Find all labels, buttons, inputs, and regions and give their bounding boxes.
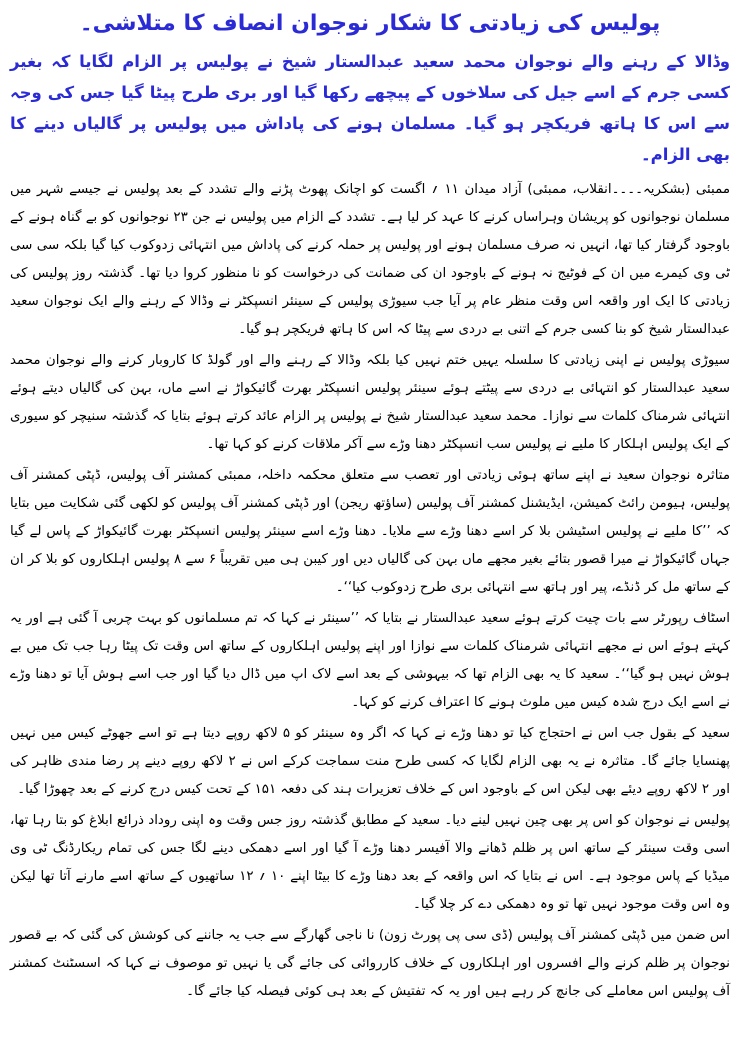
paragraph: اسٹاف رپورٹر سے بات چیت کرتے ہوئے سعید عبدالستار نے بتایا کہ ’’سینئر نے کہا کہ تم مسلمانوں کو بہت چربی آ گئی ہے اور یہ کہتے ہوئے اس نے مجھے انتہائی شرمناک کلمات سے نوازا اور اپنے پولیس اہلکاروں کے ساتھ اس وقت تک پیٹا رہا جب تک میں بے ہوش نہیں ہو گیا‘‘۔ سعید کا یہ بھی الزام تھا کہ بیہوشی کے بعد اسے لاک اپ میں ڈال دیا گیا اور جب اسے ہوش آیا تو دھنا وڑے نے اسے ایک درج شدہ کیس میں ملوث ہونے کا اعتراف کرنے کو کہا۔: [10, 611, 730, 710]
paragraph: سیوڑی پولیس نے اپنی زیادتی کا سلسلہ یہیں ختم نہیں کیا بلکہ وڈالا کے رہنے والے اور گولڈ کا کاروبار کرنے والے نوجوان محمد سعید عبدالستار کو انتہائی بے دردی سے پیٹتے ہوئے سینئر پولیس انسپکٹر بھرت گائیکواڑ نے اسے ماں، بہن کی گالیاں دیتے ہوئے انتہائی شرمناک کلمات سے نوازا۔ محمد سعید عبدالستار شیخ نے پولیس پر الزام عائد کرتے ہوئے بتایا کہ گذشتہ سنیچر کو سیوری کے ایک پولیس اہلکار کا ملیے نے پولیس سب انسپکٹر دھنا وڑے سے آکر ملاقات کرنے کو کہا تھا۔: [10, 353, 730, 452]
paragraph: ممبئی (بشکریہ۔۔۔۔انقلاب، ممبئی) آزاد میدان ۱۱ ؍ اگست کو اچانک پھوٹ پڑنے والے تشدد کے بعد پولیس نے جیسے شہر میں مسلمان نوجوانوں کو پریشان وہراساں کرنے کا عہد کر لیا ہے۔ تشدد کے الزام میں پولیس نے جن ۲۳ نوجوانوں کو بے گناہ ہونے کے باوجود گرفتار کیا تھا، انہیں نہ صرف مسلمان ہونے اور پولیس پر حملہ کرنے کی پاداش میں انتہائی زدوکوب کیا گیا بلکہ سی سی ٹی وی کیمرے میں ان کے فوٹیج نہ ہونے کے باوجود ان کی ضمانت کی درخواست کو نا منظور کروا دیا تھا۔ گذشتہ روز پولیس کی زیادتی کا ایک اور واقعہ اس وقت منظر عام پر آیا جب سیوڑی پولیس کے سینئر انسپکٹر نے وڈالا کے رہنے والے ایک نوجوان سعید عبدالستار شیخ کو بنا کسی جرم کے اتنی بے دردی سے پیٹا کہ اس کا ہاتھ فریکچر ہو گیا۔: [10, 182, 731, 337]
paragraph: پولیس نے نوجوان کو اس پر بھی چین نہیں لینے دیا۔ سعید کے مطابق گذشتہ روز جس وقت وہ اپنی روداد ذرائع ابلاغ کو بتا رہا تھا، اسی وقت سینئر کے ساتھ اس پر ظلم ڈھانے والا آفیسر دھنا وڑے آ گیا اور اسے دھمکی دینے لگا جس کی تمام ریکارڈنگ ٹی وی میڈیا کے پاس موجود ہے۔ اس نے بتایا کہ اس واقعہ کے بعد دھنا وڑے کا بیٹا اپنے ۱۰ ؍ ۱۲ ساتھیوں کے ساتھ اسے مارنے آتا تھا لیکن وہ اس وقت موجود نہیں تھا تو وہ دھمکی دے کر چلا گیا۔: [10, 813, 731, 912]
paragraph: سعید کے بقول جب اس نے احتجاج کیا تو دھنا وڑے نے کہا کہ اگر وہ سینئر کو ۵ لاکھ روپے دیتا ہے تو اسے جھوٹے کیس میں نہیں پھنسایا جائے گا۔ متاثرہ نے یہ بھی الزام لگایا کہ کسی طرح منت سماجت کرکے اس نے ۲ لاکھ روپے دینے پر رضا مندی ظاہر کی اور ۲ لاکھ روپے دیئے بھی لیکن اس کے باوجود اس کے خلاف تعزیرات ہند کی دفعہ ۱۵۱ کے تحت کیس درج کرنے کے بعد چھوڑا گیا۔: [10, 726, 731, 797]
article-body: [10, 176, 730, 1006]
headline: پولیس کی زیادتی کا شکار نوجوان انصاف کا متلاشی۔: [79, 11, 661, 36]
paragraph: اس ضمن میں ڈپٹی کمشنر آف پولیس (ڈی سی پی پورٹ زون) نا ناجی گھارگے سے جب یہ جاننے کی کوشش کی گئی کہ بے قصور نوجوان پر ظلم کرنے والے افسروں اور اہلکاروں کے خلاف کارروائی کی جائے گی یا نہیں تو موصوف نے کہا کہ اسسٹنٹ کمشنر آف پولیس اس معاملے کی جانچ کر رہے ہیں اور یہ کہ تفتیش کے بعد ہی کوئی فیصلہ کیا جائے گا۔: [10, 928, 730, 999]
paragraph: متاثرہ نوجوان سعید نے اپنے ساتھ ہوئی زیادتی اور تعصب سے متعلق محکمہ داخلہ، ممبئی کمشنر آف پولیس، ڈپٹی کمشنر آف پولیس، ہیومن رائٹ کمیشن، ایڈیشنل کمشنر آف پولیس (ساؤتھ ریجن) اور ڈپٹی کمشنر آف پولیس کو لکھی گئی شکایت میں بتایا کہ ’’کا ملیے نے پولیس اسٹیشن بلا کر اسے دھنا وڑے سے ملایا۔ دھنا وڑے اسے سینئر پولیس انسپکٹر بھرت گائیکواڑ کے پاس لے گیا جہاں گائیکواڑ نے میرا قصور بتائے بغیر مجھے ماں بہن کی گالیاں دیں اور کیبن ہی میں تقریباً ۶ سے ۸ پولیس اہلکاروں کو بلا کر ان کے ساتھ مل کر ڈنڈے، پیر اور ہاتھ سے انتہائی بری طرح زدوکوب کیا‘‘۔: [10, 468, 730, 595]
deck-summary: وڈالا کے رہنے والے نوجوان محمد سعید عبدالستار شیخ نے پولیس پر الزام لگایا کہ بغیر کسی جرم کے اسے جیل کی سلاخوں کے پیچھے رکھا گیا اور بری طرح پیٹا گیا جس کی وجہ سے اس کا ہاتھ فریکچر ہو گیا۔ مسلمان ہونے کی پاداش میں پولیس پر گالیاں دینے کا بھی الزام۔: [10, 52, 730, 164]
